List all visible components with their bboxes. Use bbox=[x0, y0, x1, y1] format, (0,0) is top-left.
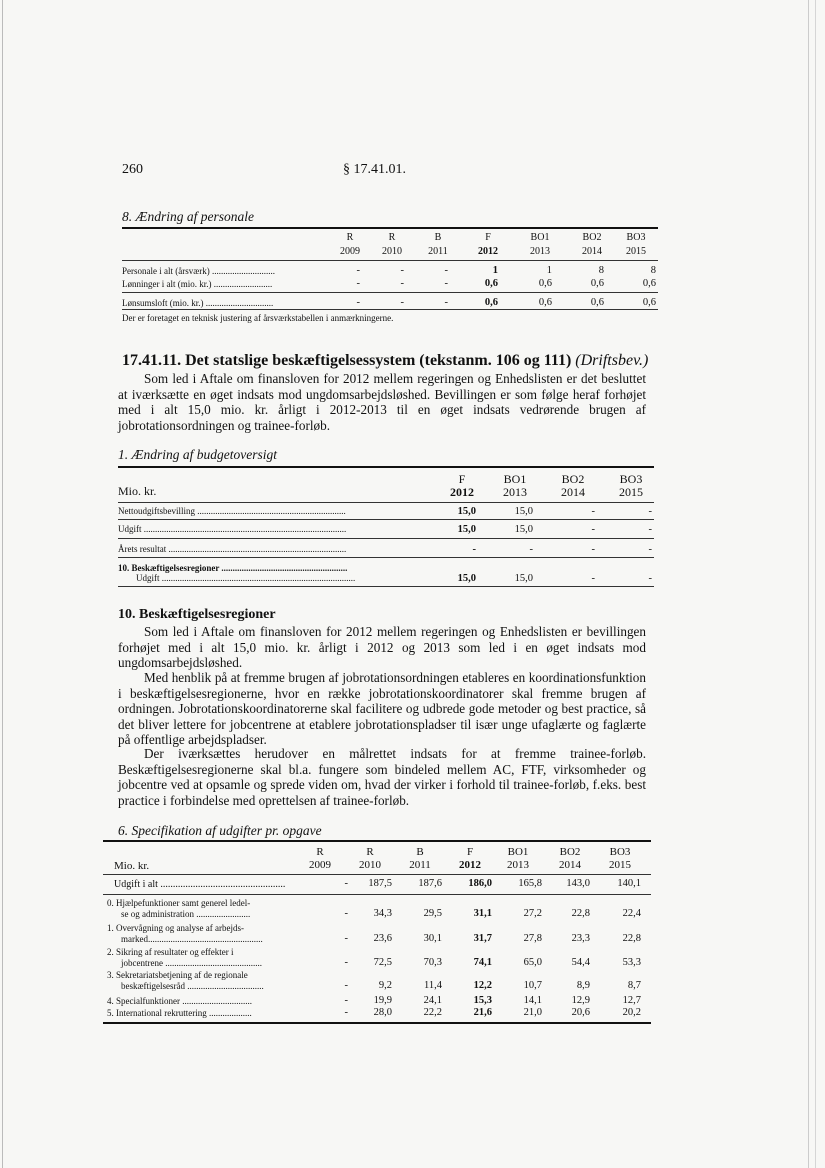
table6-total-cell: 187,5 bbox=[368, 878, 392, 889]
table6-top-rule bbox=[103, 840, 651, 842]
table6-cell: 22,8 bbox=[571, 908, 590, 919]
section-reference: § 17.41.01. bbox=[343, 162, 406, 177]
table6-cell: - bbox=[344, 995, 348, 1006]
table6-cell: 27,2 bbox=[523, 908, 542, 919]
table1-cell: - bbox=[591, 573, 595, 584]
table8-row-label: Personale i alt (årsværk) ............................ bbox=[122, 266, 275, 276]
table6-total-cell: 140,1 bbox=[617, 878, 641, 889]
table8-row-label: Lønninger i alt (mio. kr.) .......................... bbox=[122, 279, 273, 289]
scan-edge-right bbox=[808, 0, 809, 1168]
table6-cell: - bbox=[344, 1007, 348, 1018]
table8-col-type: R bbox=[388, 232, 396, 243]
table6-cell: 12,9 bbox=[571, 995, 590, 1006]
table1-cell: - bbox=[648, 506, 652, 517]
table6-cell: 31,7 bbox=[473, 933, 492, 944]
table8-col-year: 2011 bbox=[428, 246, 448, 257]
table6-row-label: 5. International rekruttering ................... bbox=[107, 1008, 252, 1018]
table8-cell: - bbox=[444, 278, 448, 289]
table1-cell: - bbox=[472, 544, 476, 555]
table6-cell: 22,4 bbox=[622, 908, 641, 919]
table6-cell: 8,7 bbox=[627, 980, 641, 991]
table6-unit: Mio. kr. bbox=[114, 860, 150, 872]
table1-cell: 15,0 bbox=[514, 524, 533, 535]
table6-cell: 15,3 bbox=[473, 995, 492, 1006]
table6-cell: 8,9 bbox=[576, 980, 590, 991]
table1-cell: - bbox=[591, 544, 595, 555]
table6-col-type: R bbox=[366, 846, 374, 858]
table8-cell: - bbox=[356, 265, 360, 276]
section-heading bbox=[122, 352, 648, 370]
table6-row-label-cont: jobcentrene ........................................... bbox=[121, 958, 262, 968]
section-intro: Som led i Aftale om finansloven for 2012 mellem regeringen og Enhedslisten er det besluttet at iværksætte en øget indsats mod ungdomsarbejdsløshed. Bevillingen er som følge heraf forhøjet med i alt 15,0 mio. kr. årligt i 2012-2013 til en øget indsats vedrørende brugen af jobrotationsordningen og trainee-forløb. bbox=[118, 371, 646, 433]
table6-col-year: 2013 bbox=[507, 859, 529, 871]
table8-cell: 0,6 bbox=[642, 297, 656, 308]
table6-cell: - bbox=[344, 933, 348, 944]
table6-cell: 19,9 bbox=[373, 995, 392, 1006]
table6-cell: 27,8 bbox=[523, 933, 542, 944]
table8-cell: 0,6 bbox=[484, 278, 498, 289]
table1-bottom-rule bbox=[118, 586, 654, 587]
table6-cell: 65,0 bbox=[523, 957, 542, 968]
table1-cell: - bbox=[648, 573, 652, 584]
table1-row-label: Udgift ...................................................................................... bbox=[136, 573, 356, 583]
table6-cell: 30,1 bbox=[423, 933, 442, 944]
table6-total-cell: - bbox=[344, 878, 348, 889]
table8-cell: 8 bbox=[650, 265, 656, 276]
table6-row-label: 3. Sekretariatsbetjening af de regionale bbox=[107, 970, 248, 980]
table6-cell: 22,8 bbox=[622, 933, 641, 944]
table6-col-type: BO1 bbox=[507, 846, 529, 858]
table1-col-type: BO3 bbox=[619, 472, 643, 486]
table8-col-year: 2013 bbox=[530, 246, 550, 257]
table1-cell: 15,0 bbox=[514, 573, 533, 584]
table1-col-type: F bbox=[458, 472, 466, 486]
table8-cell: 0,6 bbox=[538, 297, 552, 308]
table1-col-type: BO1 bbox=[503, 472, 527, 486]
table6-col-year: 2014 bbox=[559, 859, 581, 871]
table8-col-year: 2012 bbox=[478, 246, 498, 257]
table6-cell: 21,0 bbox=[523, 1007, 542, 1018]
table1-cell: - bbox=[648, 544, 652, 555]
table6-col-type: F bbox=[466, 846, 474, 858]
table1-row-label: Nettoudgiftsbevilling .................................................................. bbox=[118, 506, 346, 516]
table6-bottom-rule bbox=[103, 1022, 651, 1024]
table8-col-type: F bbox=[485, 232, 491, 243]
table6-row-label: 1. Overvågning og analyse af arbejds- bbox=[107, 923, 244, 933]
table8-cell: 1 bbox=[492, 265, 498, 276]
table1-cell: - bbox=[591, 506, 595, 517]
table6-cell: 21,6 bbox=[473, 1007, 492, 1018]
table6-cell: 10,7 bbox=[523, 980, 542, 991]
table8-col-year: 2015 bbox=[626, 246, 646, 257]
table6-col-type: R bbox=[316, 846, 324, 858]
table6-cell: 11,4 bbox=[424, 980, 442, 991]
table6-row-label-cont: beskæftigelsesråd .................................. bbox=[121, 981, 264, 991]
section-heading-text: 17.41.11. Det statslige beskæftigelsessystem (tekstanm. 106 og 111) bbox=[122, 352, 572, 369]
table1-cell: 15,0 bbox=[457, 506, 476, 517]
table8-col-year: 2009 bbox=[340, 246, 360, 257]
table6-total-rule bbox=[103, 894, 651, 895]
table8-col-type: BO1 bbox=[530, 232, 550, 243]
table8-cell: - bbox=[444, 297, 448, 308]
table1-rule-c bbox=[118, 557, 654, 558]
table8-cell: 0,6 bbox=[590, 278, 604, 289]
scan-edge-right-2 bbox=[815, 0, 816, 1168]
table6-cell: 31,1 bbox=[473, 908, 492, 919]
table8-cell: - bbox=[400, 297, 404, 308]
table6-cell: 22,2 bbox=[423, 1007, 442, 1018]
table6-col-year: 2009 bbox=[309, 859, 331, 871]
table6-title: 6. Specifikation af udgifter pr. opgave bbox=[118, 823, 322, 838]
table6-total-cell: 143,0 bbox=[566, 878, 590, 889]
table1-rule-a bbox=[118, 519, 654, 520]
table1-cell: 15,0 bbox=[514, 506, 533, 517]
table6-cell: 54,4 bbox=[571, 957, 590, 968]
table6-cell: 23,3 bbox=[571, 933, 590, 944]
table6-cell: 29,5 bbox=[423, 908, 442, 919]
table8-cell: - bbox=[400, 265, 404, 276]
table6-col-type: BO2 bbox=[559, 846, 581, 858]
table1-cell: - bbox=[648, 524, 652, 535]
table1-title: 1. Ændring af budgetoversigt bbox=[118, 447, 277, 462]
table6-header-rule bbox=[103, 874, 651, 875]
table1-col-year: 2012 bbox=[450, 485, 474, 499]
table6-cell: 34,3 bbox=[373, 908, 392, 919]
table8-col-year: 2010 bbox=[382, 246, 402, 257]
table8-header-rule bbox=[122, 260, 658, 261]
table8-cell: 0,6 bbox=[538, 278, 552, 289]
table1-cell: 15,0 bbox=[457, 524, 476, 535]
subsection-paragraph-3: Der iværksættes herudover en målrettet indsats for at fremme trainee-forløb. Beskæftigelsesregionerne skal bl.a. fungere som bindeled mellem AC, FTF, virksomheder og jobcentre ved at opsamle og sprede viden om, hvad der virker i forhold til trainee-forløb, f.eks. best practice i forbindelse med oprettelsen af trainee-forløb. bbox=[118, 746, 646, 808]
table6-cell: 20,6 bbox=[571, 1007, 590, 1018]
table8-col-type: BO3 bbox=[626, 232, 646, 243]
table6-cell: 9,2 bbox=[378, 980, 392, 991]
table1-rule-b bbox=[118, 538, 654, 539]
table1-row-label: 10. Beskæftigelsesregioner ........................................................ bbox=[118, 563, 348, 573]
subsection-heading: 10. Beskæftigelsesregioner bbox=[118, 607, 276, 622]
table1-row-label: Årets resultat ............................................................................... bbox=[118, 544, 347, 554]
table1-col-year: 2013 bbox=[503, 485, 527, 499]
table6-cell: 14,1 bbox=[523, 995, 542, 1006]
table8-cell: 0,6 bbox=[484, 297, 498, 308]
table8-cell: - bbox=[356, 278, 360, 289]
table8-divider-rule bbox=[122, 292, 658, 293]
table1-unit: Mio. kr. bbox=[118, 484, 157, 498]
table6-total-cell: 186,0 bbox=[468, 878, 492, 889]
table1-cell: - bbox=[529, 544, 533, 555]
section-heading-italic: (Driftsbev.) bbox=[575, 352, 649, 369]
table6-col-year: 2011 bbox=[409, 859, 431, 871]
table8-col-year: 2014 bbox=[582, 246, 602, 257]
table6-cell: 12,7 bbox=[622, 995, 641, 1006]
table8-cell: 1 bbox=[546, 265, 552, 276]
table1-top-rule bbox=[118, 466, 654, 468]
table6-col-type: B bbox=[416, 846, 424, 858]
table6-cell: 12,2 bbox=[473, 980, 492, 991]
table6-cell: - bbox=[344, 957, 348, 968]
table8-col-type: BO2 bbox=[582, 232, 602, 243]
table1-cell: 15,0 bbox=[457, 573, 476, 584]
table6-cell: - bbox=[344, 908, 348, 919]
table6-total-cell: 165,8 bbox=[518, 878, 542, 889]
table8-top-rule bbox=[122, 227, 658, 229]
table6-cell: 74,1 bbox=[473, 957, 492, 968]
table6-cell: - bbox=[344, 980, 348, 991]
table6-cell: 20,2 bbox=[622, 1007, 641, 1018]
table1-col-type: BO2 bbox=[561, 472, 585, 486]
table8-col-type: B bbox=[434, 232, 442, 243]
table6-cell: 23,6 bbox=[373, 933, 392, 944]
table8-cell: 0,6 bbox=[590, 297, 604, 308]
table8-cell: - bbox=[356, 297, 360, 308]
table1-cell: - bbox=[591, 524, 595, 535]
table6-row-label: 4. Specialfunktioner ............................... bbox=[107, 996, 252, 1006]
table1-col-year: 2014 bbox=[561, 485, 585, 499]
table6-row-label: 0. Hjælpefunktioner samt generel ledel- bbox=[107, 898, 251, 908]
table6-col-type: BO3 bbox=[609, 846, 631, 858]
scan-edge-left bbox=[2, 0, 3, 1168]
table8-title: 8. Ændring af personale bbox=[122, 209, 255, 224]
page-number: 260 bbox=[122, 162, 143, 177]
subsection-paragraph-2: Med henblik på at fremme brugen af jobrotationsordningen etableres en koordinationsfunktion i beskæftigelsesregionerne, hvor en række jobrotationskoordinatorer skal fremme brugen af ordningen. Jobrotationskoordinatorerne skal facilitere og udbrede gode metoder og best practice, så det bliver lettere for jobcentrene at etablere jobrotationspladser til især unge ufaglærte og faglærte på offentlige arbejdspladser. bbox=[118, 670, 646, 748]
table8-bottom-rule bbox=[122, 309, 658, 310]
table6-total-label: Udgift i alt .................................................. bbox=[114, 879, 286, 890]
table8-cell: 8 bbox=[598, 265, 604, 276]
table8-col-type: R bbox=[346, 232, 354, 243]
table6-row-label-cont: marked................................................... bbox=[121, 934, 263, 944]
table6-col-year: 2010 bbox=[359, 859, 381, 871]
table8-cell: - bbox=[444, 265, 448, 276]
table8-cell: 0,6 bbox=[642, 278, 656, 289]
table6-total-cell: 187,6 bbox=[418, 878, 442, 889]
table6-cell: 24,1 bbox=[423, 995, 442, 1006]
subsection-paragraph-1: Som led i Aftale om finansloven for 2012 mellem regeringen og Enhedslisten er bevillingen forhøjet med i alt 15,0 mio. kr. årligt i 2012 og 2013 som led i en øget indsats mod ungdomsarbejdsløshed. bbox=[118, 624, 646, 671]
table6-cell: 70,3 bbox=[423, 957, 442, 968]
table8-row-label: Lønsumsloft (mio. kr.) .............................. bbox=[122, 298, 274, 308]
table1-col-year: 2015 bbox=[619, 485, 643, 499]
table6-cell: 72,5 bbox=[373, 957, 392, 968]
table6-cell: 53,3 bbox=[622, 957, 641, 968]
table6-cell: 28,0 bbox=[373, 1007, 392, 1018]
table6-col-year: 2015 bbox=[609, 859, 631, 871]
table8-note: Der er foretaget en teknisk justering af årsværkstabellen i anmærkningerne. bbox=[122, 313, 394, 323]
table1-header-rule bbox=[118, 502, 654, 503]
table6-row-label: 2. Sikring af resultater og effekter i bbox=[107, 947, 234, 957]
table6-col-year: 2012 bbox=[459, 859, 481, 871]
table8-cell: - bbox=[400, 278, 404, 289]
table1-row-label: Udgift .......................................................................................... bbox=[118, 524, 347, 534]
table6-row-label-cont: se og administration ........................ bbox=[121, 909, 251, 919]
